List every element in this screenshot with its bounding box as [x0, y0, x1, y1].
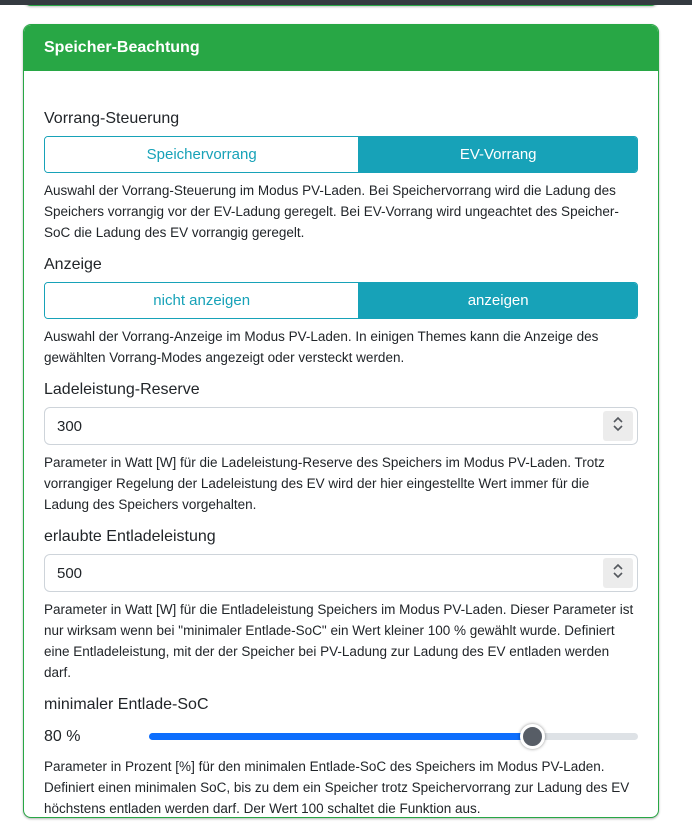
card-body	[24, 71, 658, 818]
updown-stepper-icon	[611, 416, 625, 437]
entladeleistung-description: Parameter in Watt [W] für die Entladeleistung Speichers im Modus PV-Laden. Dieser Parameter ist nur wirksam wenn bei "minimaler Entlade-SoC" ein Wert kleiner 100 % gewählt wurde. Definiert eine Entladeleistung, mit der der Speicher bei PV-Ladung zur Ladung des EV entladen werden darf.	[44, 602, 634, 680]
ladeleistung-reserve-stepper[interactable]	[603, 411, 633, 441]
entlade-soc-row	[44, 724, 638, 749]
anzeige-label: Anzeige	[44, 256, 102, 273]
soc-slider-thumb[interactable]	[520, 724, 545, 749]
updown-stepper-icon	[611, 563, 625, 584]
ladeleistung-reserve-field	[44, 407, 638, 445]
ev-vorrang-button[interactable]: EV-Vorrang	[359, 137, 637, 172]
card-title: Speicher-Beachtung	[44, 39, 200, 56]
vorrang-toggle-group	[44, 136, 638, 173]
entladeleistung-field	[44, 554, 638, 592]
vorrang-description: Auswahl der Vorrang-Steuerung im Modus PV-Laden. Bei Speichervorrang wird die Ladung des Speichers vorrangig vor der EV-Ladung geregelt. Bei EV-Vorrang wird ungeachtet des Speicher-SoC die Ladung des EV vorrangig geregelt.	[44, 183, 619, 240]
ladeleistung-reserve-input[interactable]	[44, 407, 638, 445]
card-header	[24, 25, 658, 71]
entlade-soc-value: 80 %	[44, 727, 81, 745]
nicht-anzeigen-button[interactable]: nicht anzeigen	[45, 283, 359, 318]
soc-slider-fill	[149, 733, 532, 740]
anzeige-description: Auswahl der Vorrang-Anzeige im Modus PV-Laden. In einigen Themes kann die Anzeige des gewählten Vorrang-Modes angezeigt oder versteckt werden.	[44, 329, 599, 365]
ladeleistung-reserve-label: Ladeleistung-Reserve	[44, 381, 200, 398]
navbar-bottom-edge	[0, 0, 692, 5]
entladeleistung-stepper[interactable]	[603, 558, 633, 588]
entlade-soc-description: Parameter in Prozent [%] für den minimalen Entlade-SoC des Speichers im Modus PV-Laden. Definiert einen minimalen SoC, bis zu dem ein Speicher trotz Speichervorrang zur Ladung des EV höchstens entladen werden darf. Der Wert 100 schaltet die Funktion aus.	[44, 759, 630, 816]
anzeige-toggle-group	[44, 282, 638, 319]
entladeleistung-input[interactable]	[44, 554, 638, 592]
entlade-soc-label: minimaler Entlade-SoC	[44, 696, 209, 713]
entlade-soc-slider[interactable]	[149, 724, 638, 749]
ladeleistung-reserve-description: Parameter in Watt [W] für die Ladeleistung-Reserve des Speichers im Modus PV-Laden. Trotz vorrangiger Regelung der Ladeleistung des EV wird der hier eingestellte Wert immer für die Ladung des Speichers vorgehalten.	[44, 455, 605, 512]
vorrang-steuerung-label: Vorrang-Steuerung	[44, 110, 180, 127]
anzeigen-button[interactable]: anzeigen	[359, 283, 637, 318]
speicher-beachtung-card	[23, 24, 659, 818]
entladeleistung-label: erlaubte Entladeleistung	[44, 528, 216, 545]
speichervorrang-button[interactable]: Speichervorrang	[45, 137, 359, 172]
